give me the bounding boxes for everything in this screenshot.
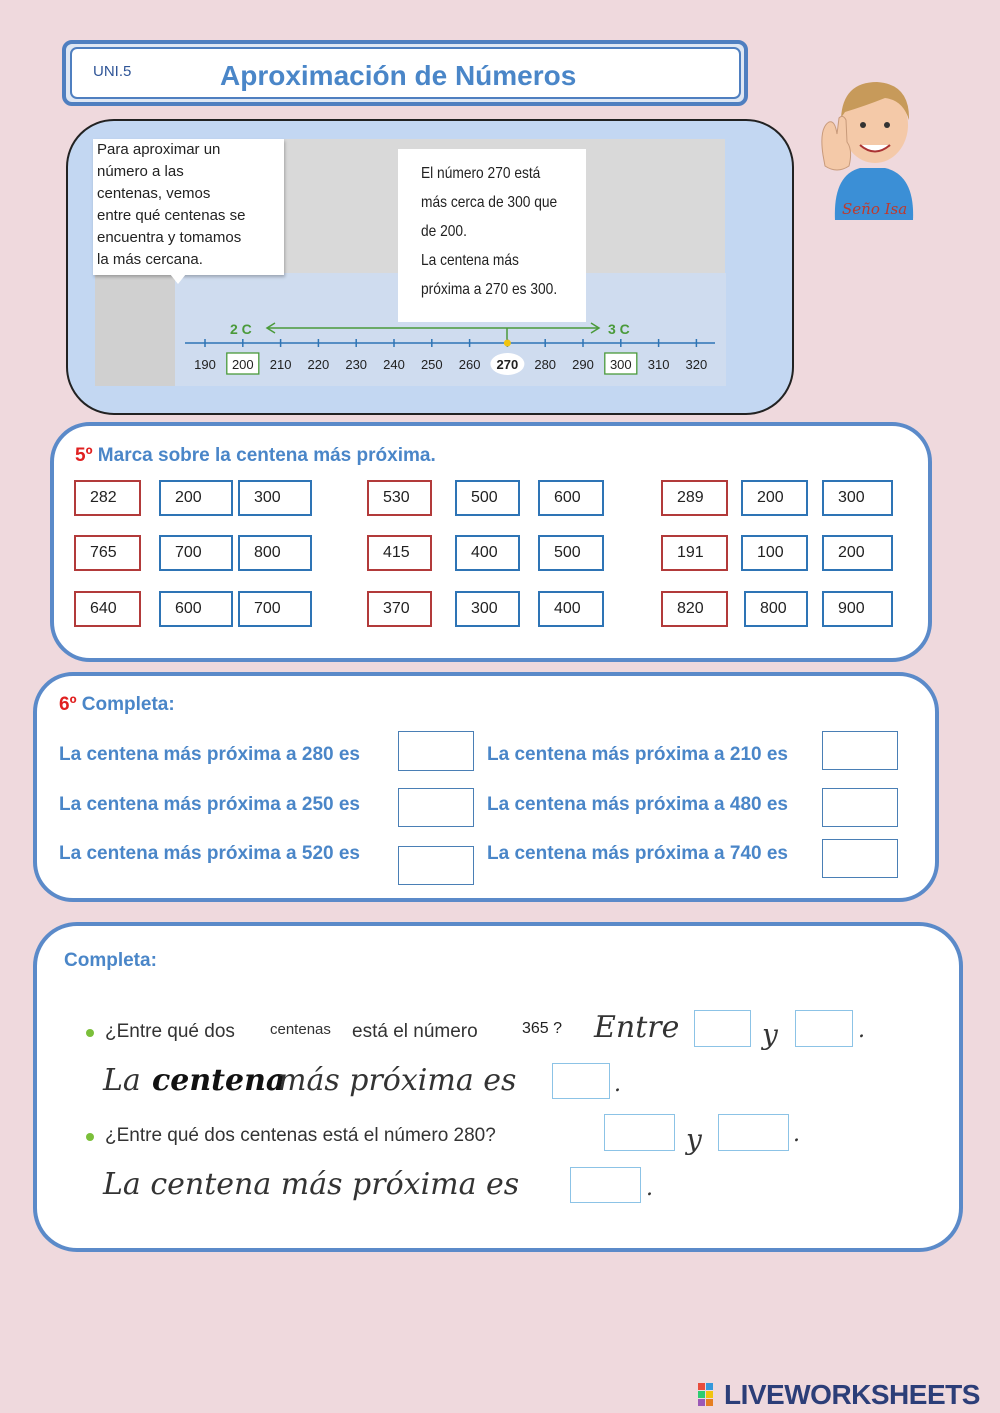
answer-input[interactable] (398, 788, 474, 827)
number-line-label: 300 (609, 357, 632, 372)
left-hundred-label: 2 C (230, 321, 252, 337)
option-box[interactable]: 200 (741, 480, 808, 516)
upper-hundred-input[interactable] (718, 1114, 789, 1151)
upper-hundred-input[interactable] (795, 1010, 853, 1047)
bubble-left-line: entre qué centenas se (97, 207, 246, 224)
bubble-left-line: encuentra y tomamos (97, 229, 242, 246)
option-box[interactable]: 300 (238, 480, 312, 516)
question-1-prefix: ¿Entre qué dos (105, 1021, 235, 1042)
sentence-label: La centena más próxima a 250 es (59, 794, 360, 815)
exercise-6-number: 6º (59, 694, 77, 715)
number-line (180, 310, 720, 380)
number-box: 289 (661, 480, 728, 516)
lower-hundred-input[interactable] (694, 1010, 751, 1047)
bubble-left-line: centenas, vemos (97, 185, 211, 202)
bubble-left-line: número a las (97, 163, 184, 180)
sentence-label: La centena más próxima a 280 es (59, 744, 360, 765)
number-box: 415 (367, 535, 432, 571)
exercise-6-title (59, 694, 175, 716)
number-line-label: 310 (647, 357, 670, 372)
answer-input[interactable] (822, 731, 898, 770)
number-box: 765 (74, 535, 141, 571)
answer-1-prefix: Entre (594, 1010, 680, 1045)
option-box[interactable]: 200 (822, 535, 893, 571)
explanation-image-side (95, 273, 175, 386)
option-box[interactable]: 700 (238, 591, 312, 627)
question-2-text: ¿Entre qué dos centenas está el número 280? (105, 1125, 496, 1146)
option-box[interactable]: 700 (159, 535, 233, 571)
number-line-label: 270 (496, 357, 519, 372)
number-box: 640 (74, 591, 141, 627)
option-box[interactable]: 500 (455, 480, 520, 516)
option-box[interactable]: 300 (822, 480, 893, 516)
sentence-label: La centena más próxima a 520 es (59, 843, 360, 864)
number-line-label: 190 (194, 357, 216, 372)
number-line-label: 210 (269, 357, 292, 372)
nearest-line-1-pre: La (103, 1063, 141, 1098)
exercise-5-number: 5º (75, 445, 93, 466)
option-box[interactable]: 400 (538, 591, 604, 627)
number-box: 530 (367, 480, 432, 516)
question-1-middle: está el número (352, 1021, 478, 1042)
position-dot (504, 340, 511, 347)
unit-label: UNI.5 (93, 63, 132, 80)
option-box[interactable]: 600 (159, 591, 233, 627)
page-title: Aproximación de Números (220, 60, 577, 91)
number-line-label: 320 (685, 357, 708, 372)
bubble-right-line: de 200. (421, 223, 467, 240)
explanation-bubble-right (398, 149, 586, 322)
and-word: y (762, 1018, 778, 1051)
number-line-label: 290 (572, 357, 594, 372)
bubble-right-line: más cerca de 300 que (421, 194, 558, 211)
bubble-right-line: próxima a 270 es 300. (421, 281, 558, 298)
number-box: 820 (661, 591, 728, 627)
option-box[interactable]: 800 (744, 591, 808, 627)
option-box[interactable]: 900 (822, 591, 893, 627)
option-box[interactable]: 400 (455, 535, 520, 571)
number-box: 282 (74, 480, 141, 516)
exercise-5-title (75, 445, 436, 467)
teacher-signature: Seño Isa (842, 200, 908, 218)
nearest-line-2: La centena más próxima es (103, 1167, 520, 1202)
number-line-ticks (194, 339, 707, 375)
bubble-right-line: El número 270 está (421, 165, 541, 182)
answer-input[interactable] (822, 839, 898, 878)
answer-input[interactable] (822, 788, 898, 827)
number-box: 370 (367, 591, 432, 627)
number-line-label: 250 (420, 357, 443, 372)
nearest-hundred-input[interactable] (552, 1063, 610, 1099)
period: . (614, 1072, 621, 1097)
period: . (646, 1176, 653, 1201)
number-line-label: 280 (534, 357, 557, 372)
number-line-label: 240 (383, 357, 405, 372)
option-box[interactable]: 500 (538, 535, 604, 571)
sentence-label: La centena más próxima a 480 es (487, 794, 788, 815)
option-box[interactable]: 100 (741, 535, 808, 571)
and-word: y (686, 1123, 702, 1156)
liveworksheets-logo: LIVEWORKSHEETS (724, 1379, 980, 1410)
bubble-tail (170, 274, 186, 284)
lower-hundred-input[interactable] (604, 1114, 675, 1151)
answer-input[interactable] (398, 846, 474, 885)
bullet-icon (86, 1029, 94, 1037)
number-box: 191 (661, 535, 728, 571)
option-box[interactable]: 200 (159, 480, 233, 516)
period: . (793, 1122, 800, 1147)
period: . (858, 1018, 865, 1043)
number-line-label: 230 (345, 357, 368, 372)
question-1-number: 365 ? (522, 1020, 563, 1037)
bubble-left-line: Para aproximar un (97, 141, 221, 158)
exercise-6-text: Completa: (81, 694, 175, 715)
exercise-7-title: Completa: (64, 950, 157, 971)
nearest-line-1-post: más próxima es (278, 1063, 517, 1098)
sentence-label: La centena más próxima a 210 es (487, 744, 788, 765)
sentence-label: La centena más próxima a 740 es (487, 843, 788, 864)
answer-input[interactable] (398, 731, 474, 771)
option-box[interactable]: 300 (455, 591, 520, 627)
option-box[interactable]: 600 (538, 480, 604, 516)
explanation-bubble-left (93, 139, 284, 275)
bubble-right-line: La centena más (421, 252, 519, 269)
nearest-hundred-input[interactable] (570, 1167, 641, 1203)
option-box[interactable]: 800 (238, 535, 312, 571)
number-line-label: 220 (307, 357, 330, 372)
right-hundred-label: 3 C (608, 321, 630, 337)
question-1-word: centenas (270, 1021, 331, 1038)
nearest-line-1-word: centena (152, 1063, 286, 1098)
number-line-label: 200 (231, 357, 254, 372)
exercise-5-text: Marca sobre la centena más próxima. (97, 445, 436, 466)
bullet-icon (86, 1133, 94, 1141)
bubble-left-line: la más cercana. (97, 251, 203, 268)
liveworksheets-logo-icon (698, 1383, 722, 1407)
number-line-label: 260 (458, 357, 481, 372)
